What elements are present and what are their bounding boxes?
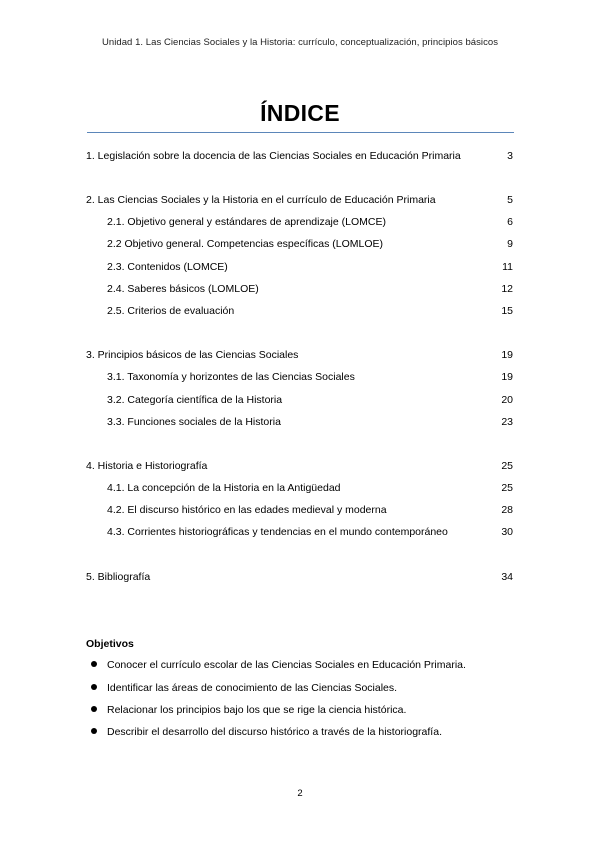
toc-entry-text: 2.2 Objetivo general. Competencias específicas (LOMLOE) xyxy=(107,238,384,250)
toc-entry-page: 34 xyxy=(501,571,513,583)
toc-entry-page: 28 xyxy=(501,504,513,516)
toc-entry-text: 4.1. La concepción de la Historia en la Antigüedad xyxy=(107,482,341,494)
objective-text: Identificar las áreas de conocimiento de las Ciencias Sociales. xyxy=(107,682,398,694)
toc-entry-page: 30 xyxy=(501,526,513,538)
toc-entry-text: 3. Principios básicos de las Ciencias Sociales xyxy=(86,349,299,361)
toc-entry-page: 12 xyxy=(501,283,513,295)
toc-entry-text: 2.1. Objetivo general y estándares de aprendizaje (LOMCE) xyxy=(107,216,386,228)
page-number: 2 xyxy=(297,788,303,799)
bullet-icon xyxy=(91,706,97,712)
toc-entry-page: 20 xyxy=(501,394,513,406)
toc-entry-text: 3.1. Taxonomía y horizontes de las Ciencias Sociales xyxy=(107,371,355,383)
toc-entry-page: 19 xyxy=(501,349,513,361)
objective-item xyxy=(86,704,406,717)
toc-entry-text: 4.3. Corrientes historiográficas y tendencias en el mundo contemporáneo xyxy=(107,526,448,538)
objective-item xyxy=(86,682,397,695)
toc-entry-page: 6 xyxy=(507,216,513,228)
toc-entry-text: 3.2. Categoría científica de la Historia xyxy=(107,394,283,406)
toc-entry-text: 2. Las Ciencias Sociales y la Historia en el currículo de Educación Primaria xyxy=(86,194,436,206)
toc-entry-text: 3.3. Funciones sociales de la Historia xyxy=(107,416,281,428)
objectives-heading: Objetivos xyxy=(86,638,134,650)
bullet-icon xyxy=(91,728,97,734)
objective-text: Conocer el currículo escolar de las Ciencias Sociales en Educación Primaria. xyxy=(107,659,466,671)
toc-entry-text: 1. Legislación sobre la docencia de las Ciencias Sociales en Educación Primaria xyxy=(86,150,461,162)
toc-entry-page: 23 xyxy=(501,416,513,428)
page-title: ÍNDICE xyxy=(260,100,340,126)
running-header: Unidad 1. Las Ciencias Sociales y la Historia: currículo, conceptualización, principios básicos xyxy=(101,37,499,48)
toc-entry-page: 25 xyxy=(501,482,513,494)
title-underline xyxy=(87,132,514,133)
toc-entry-text: 2.3. Contenidos (LOMCE) xyxy=(107,261,228,273)
toc-entry-text: 4. Historia e Historiografía xyxy=(86,460,208,472)
objective-text: Relacionar los principios bajo los que se rige la ciencia histórica. xyxy=(107,704,407,716)
toc-entry-page: 9 xyxy=(507,238,513,250)
bullet-icon xyxy=(91,684,97,690)
toc-entry-text: 2.5. Criterios de evaluación xyxy=(107,305,235,317)
toc-entry-text: 4.2. El discurso histórico en las edades medieval y moderna xyxy=(107,504,387,516)
toc-entry-page: 11 xyxy=(502,261,513,273)
objective-item xyxy=(86,659,466,672)
toc-entry-text: 2.4. Saberes básicos (LOMLOE) xyxy=(107,283,259,295)
toc-entry-page: 3 xyxy=(507,150,513,162)
toc-entry-page: 15 xyxy=(501,305,513,317)
objective-item xyxy=(86,726,442,739)
toc-entry-page: 25 xyxy=(501,460,513,472)
toc-entry-page: 19 xyxy=(501,371,513,383)
objective-text: Describir el desarrollo del discurso histórico a través de la historiografía. xyxy=(107,726,442,738)
toc-entry-page: 5 xyxy=(507,194,513,206)
toc-entry-text: 5. Bibliografía xyxy=(86,571,151,583)
bullet-icon xyxy=(91,661,97,667)
